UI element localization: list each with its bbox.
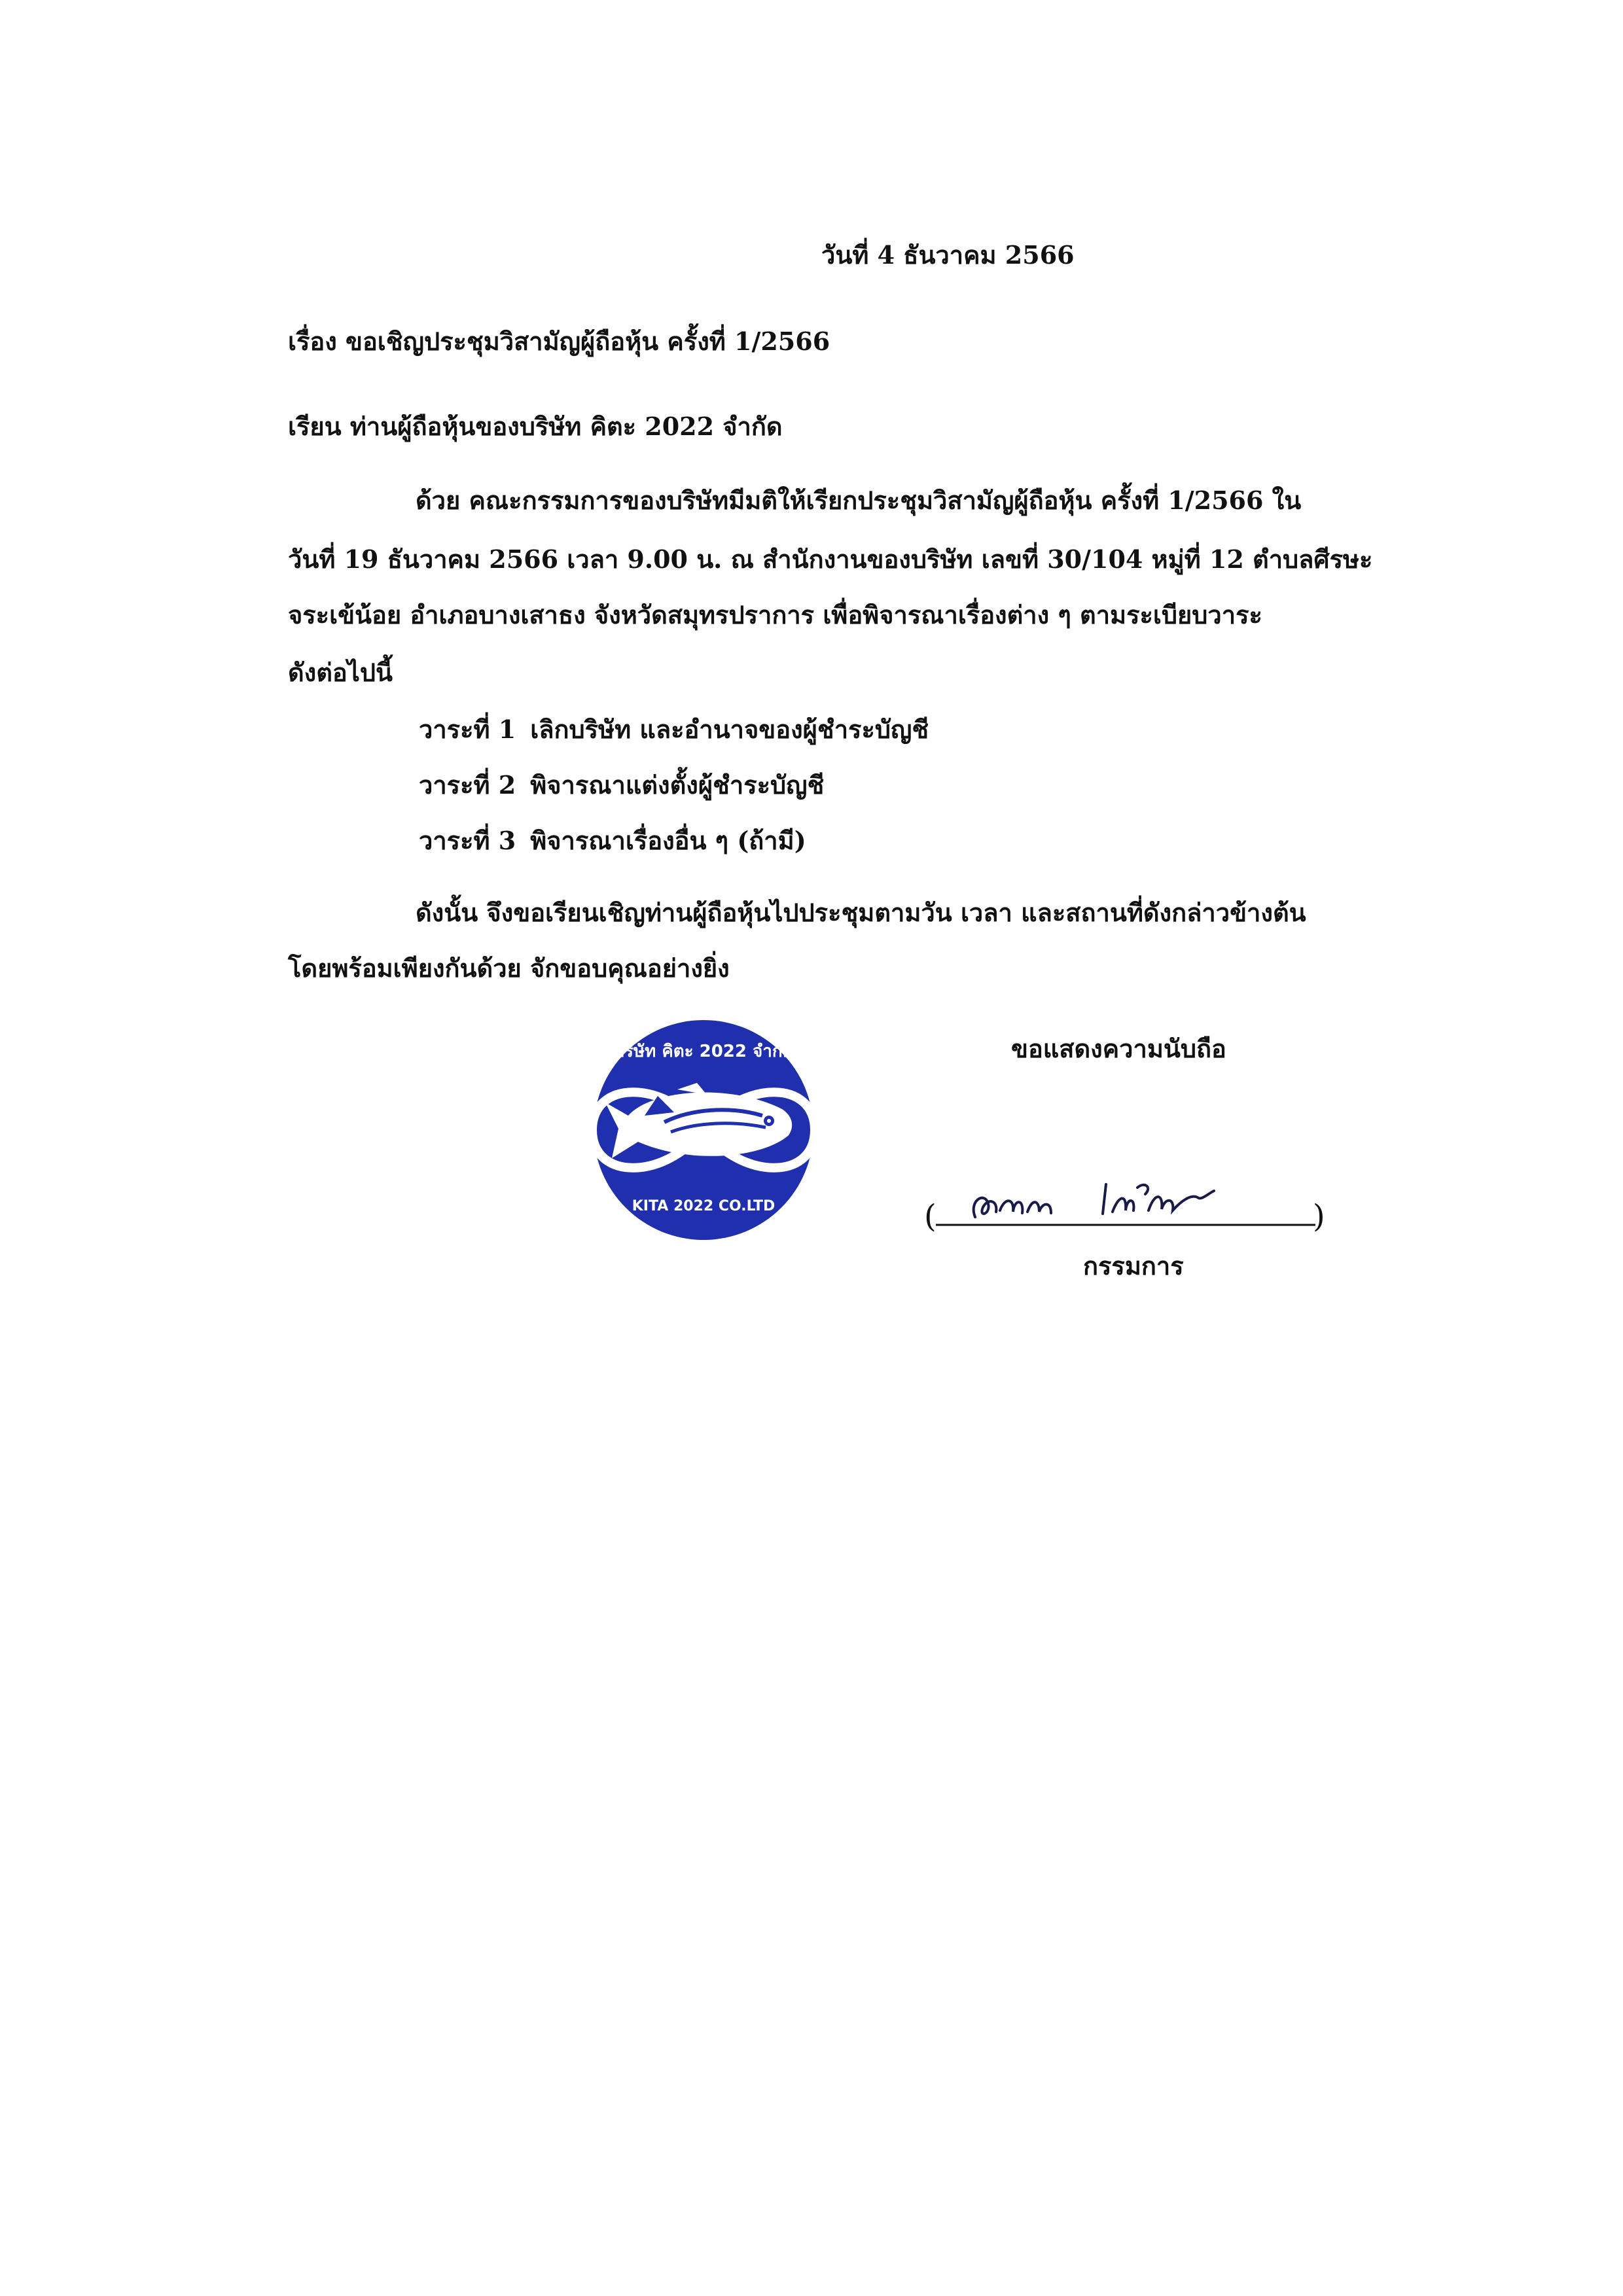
company-seal bbox=[566, 1017, 841, 1243]
signature-open-paren: ( bbox=[924, 1198, 936, 1235]
paragraph1-line-2: วันที่ 19 ธันวาคม 2566 เวลา 9.00 น. ณ สำนักงานของบริษัท เลขที่ 30/104 หมู่ที่ 12 ตำบลศีรษะ bbox=[288, 544, 1373, 574]
agenda-number: วาระที่ 3 bbox=[419, 826, 516, 855]
seal-top-text: บริษัท คิตะ 2022 จำกัด bbox=[613, 1042, 794, 1061]
agenda-number: วาระที่ 1 bbox=[419, 715, 516, 744]
agenda-item bbox=[419, 769, 824, 802]
seal-bottom-text: KITA 2022 CO.LTD bbox=[632, 1198, 776, 1214]
paragraph1-line-4: ดังต่อไปนี้ bbox=[288, 658, 393, 687]
agenda-number: วาระที่ 2 bbox=[419, 770, 516, 800]
agenda-text: พิจารณาแต่งตั้งผู้ชำระบัญชี bbox=[530, 770, 825, 800]
letter-subject: เรื่อง ขอเชิญประชุมวิสามัญผู้ถือหุ้น ครั้งที่ 1/2566 bbox=[288, 327, 830, 356]
agenda-item bbox=[419, 713, 929, 746]
agenda-text: พิจารณาเรื่องอื่น ๆ (ถ้ามี) bbox=[530, 826, 806, 855]
paragraph1-line-3: จระเข้น้อย อำเภอบางเสาธง จังหวัดสมุทรปราการ เพื่อพิจารณาเรื่องต่าง ๆ ตามระเบียบวาระ bbox=[288, 600, 1262, 629]
signer-title: กรรมการ bbox=[1083, 1251, 1184, 1280]
signature-close-paren: ) bbox=[1313, 1198, 1325, 1235]
closing-phrase: ขอแสดงความนับถือ bbox=[1011, 1034, 1226, 1063]
signature bbox=[923, 1165, 1329, 1237]
paragraph1-line-1: ด้วย คณะกรรมการของบริษัทมีมติให้เรียกประชุมวิสามัญผู้ถือหุ้น ครั้งที่ 1/2566 ใน bbox=[416, 486, 1302, 515]
agenda-item bbox=[419, 824, 806, 857]
letter-date: วันที่ 4 ธันวาคม 2566 bbox=[821, 240, 1075, 270]
letter-salutation: เรียน ท่านผู้ถือหุ้นของบริษัท คิตะ 2022 จำกัด bbox=[288, 412, 783, 441]
paragraph2-line-2: โดยพร้อมเพียงกันด้วย จักขอบคุณอย่างยิ่ง bbox=[288, 953, 730, 983]
paragraph2-line-1: ดังนั้น จึงขอเรียนเชิญท่านผู้ถือหุ้นไปประชุมตามวัน เวลา และสถานที่ดังกล่าวข้างต้น bbox=[416, 898, 1306, 927]
agenda-text: เลิกบริษัท และอำนาจของผู้ชำระบัญชี bbox=[530, 715, 929, 744]
